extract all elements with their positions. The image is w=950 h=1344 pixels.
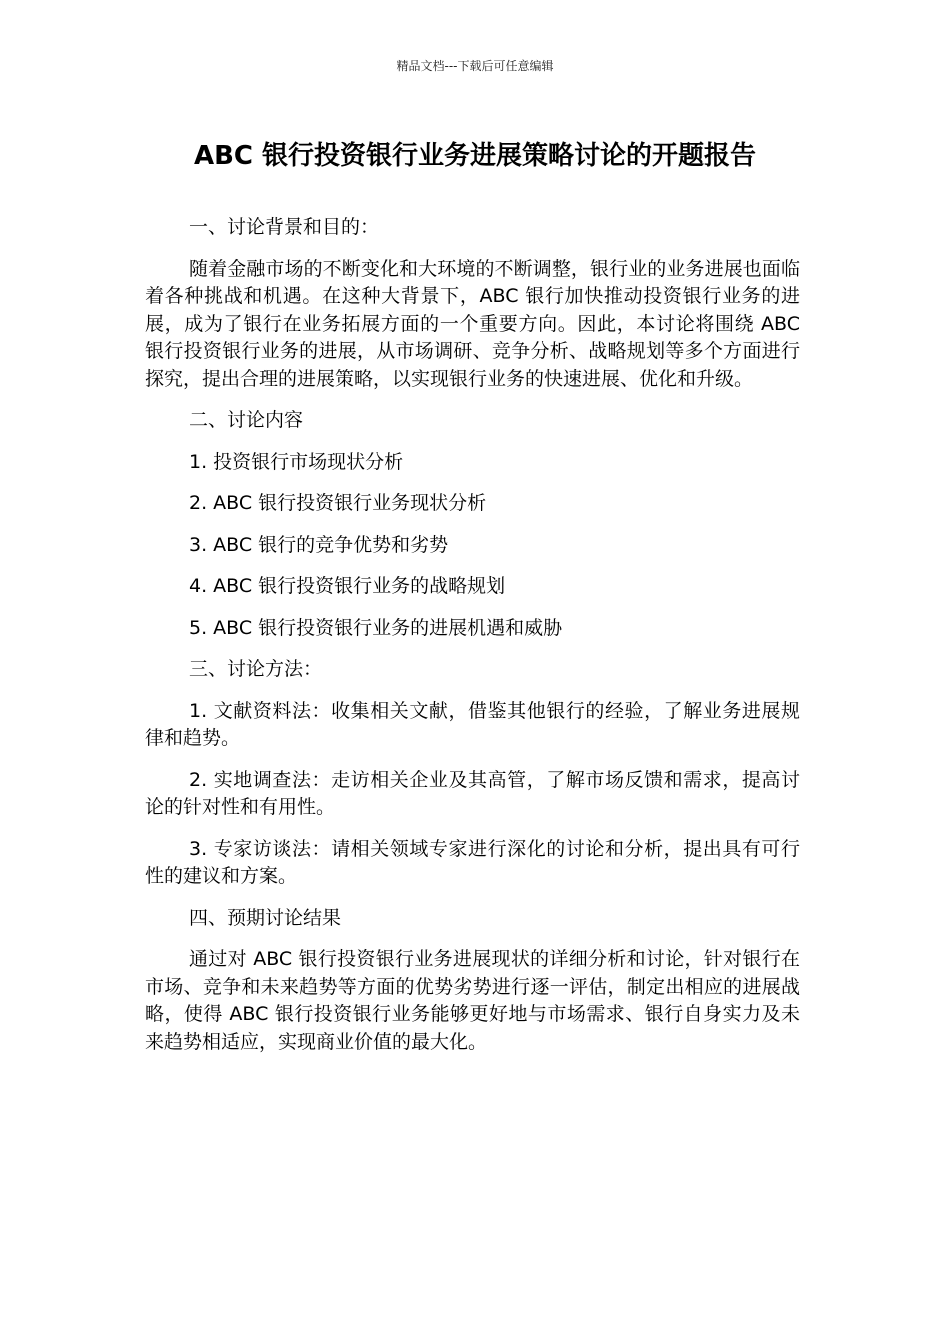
paragraph-background: 随着金融市场的不断变化和大环境的不断调整，银行业的业务进展也面临着各种挑战和机遇。在这种大背景下，ABC 银行加快推动投资银行业务的进展，成为了银行在业务拓展方面的一个重要方向。因此，本讨论将围绕 ABC 银行投资银行业务的进展，从市场调研、竞争分析、战略规划等多个方面进行探究，提出合理的进展策略，以实现银行业务的快速进展、优化和升级。 [145, 257, 800, 390]
list-item: 2. ABC 银行投资银行业务现状分析 [189, 492, 487, 514]
paragraph-results: 通过对 ABC 银行投资银行业务进展现状的详细分析和讨论，针对银行在市场、竞争和未来趋势等方面的优势劣势进行逐一评估，制定出相应的进展战略，使得 ABC 银行投资银行业务能够更好地与市场需求、银行自身实力及未来趋势相适应，实现商业价值的最大化。 [145, 948, 800, 1053]
section-heading-methods: 三、讨论方法： [189, 658, 323, 680]
section-heading-results: 四、预期讨论结果 [189, 906, 342, 929]
list-item: 5. ABC 银行投资银行业务的进展机遇和威胁 [189, 616, 563, 639]
header-note: 精品文档---下载后可任意编辑 [396, 59, 554, 73]
section-heading-background: 一、讨论背景和目的： [189, 216, 380, 238]
list-item: 1. 投资银行市场现状分析 [189, 450, 404, 473]
method-item: 3. 专家访谈法：请相关领域专家进行深化的讨论和分析，提出具有可行性的建议和方案。 [145, 837, 800, 887]
method-item: 1. 文献资料法：收集相关文献，借鉴其他银行的经验，了解业务进展规律和趋势。 [145, 699, 800, 749]
document-body [145, 214, 800, 1070]
list-item: 3. ABC 银行的竞争优势和劣势 [189, 533, 449, 556]
section-heading-content: 二、讨论内容 [189, 409, 304, 431]
list-item: 4. ABC 银行投资银行业务的战略规划 [189, 575, 506, 597]
method-item: 2. 实地调查法：走访相关企业及其高管，了解市场反馈和需求，提高讨论的针对性和有用性。 [145, 768, 800, 818]
document-title: ABC 银行投资银行业务进展策略讨论的开题报告 [193, 141, 757, 171]
